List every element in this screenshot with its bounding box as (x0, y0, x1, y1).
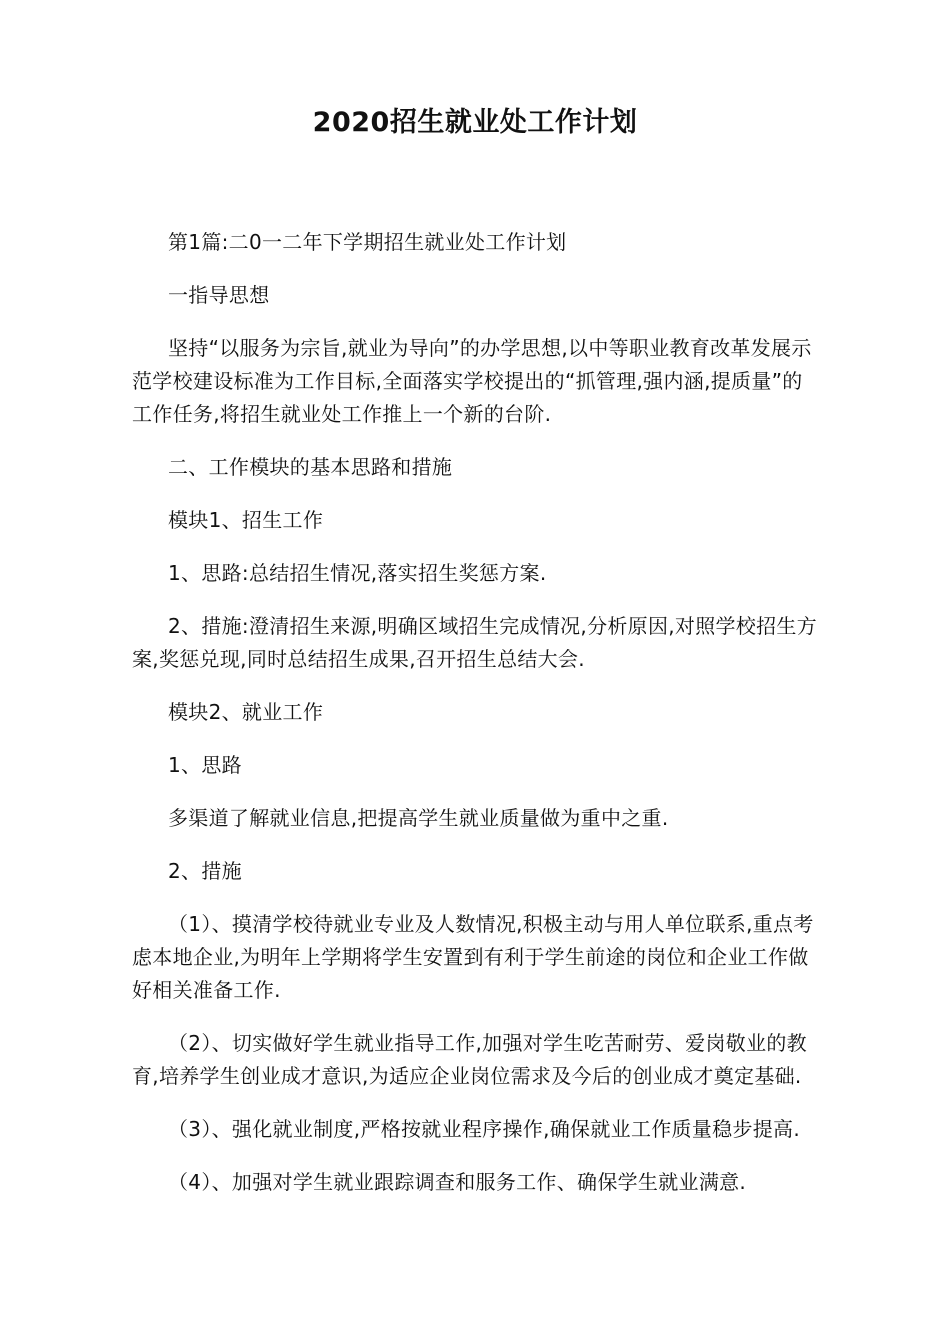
paragraph-module-1-idea: 1、思路:总结招生情况,落实招生奖惩方案. (168, 561, 547, 585)
paragraph-module-1-heading: 模块1、招生工作 (168, 508, 324, 532)
paragraph-guiding-thought-heading: 一指导思想 (168, 283, 270, 307)
document-title: 2020招生就业处工作计划 (312, 107, 638, 138)
paragraph-section-heading: 第1篇:二0一二年下学期招生就业处工作计划 (168, 230, 567, 254)
paragraph-measure-1: （1）、摸清学校待就业专业及人数情况,积极主动与用人单位联系,重点考虑本地企业,为明年上学期将学生安置到有利于学生前途的岗位和企业工作做好相关准备工作. (132, 912, 814, 1002)
paragraph-module-2-idea: 多渠道了解就业信息,把提高学生就业质量做为重中之重. (168, 806, 669, 830)
paragraph-measure-3: （3）、强化就业制度,严格按就业程序操作,确保就业工作质量稳步提高. (168, 1117, 800, 1141)
paragraph-guiding-thought: 坚持“以服务为宗旨,就业为导向”的办学思想,以中等职业教育改革发展示范学校建设标准为工作目标,全面落实学校提出的“抓管理,强内涵,提质量”的工作任务,将招生就业处工作推上一个新的台阶. (132, 336, 812, 426)
paragraph-modules-heading: 二、工作模块的基本思路和措施 (168, 455, 453, 479)
document-body (132, 226, 822, 1219)
paragraph-module-2-measures-heading: 2、措施 (168, 859, 242, 883)
paragraph-measure-4: （4）、加强对学生就业跟踪调查和服务工作、确保学生就业满意. (168, 1170, 747, 1194)
paragraph-module-2-idea-heading: 1、思路 (168, 753, 242, 777)
paragraph-module-1-measures: 2、措施:澄清招生来源,明确区域招生完成情况,分析原因,对照学校招生方案,奖惩兑现,同时总结招生成果,召开招生总结大会. (132, 614, 818, 671)
paragraph-measure-2: （2）、切实做好学生就业指导工作,加强对学生吃苦耐劳、爱岗敬业的教育,培养学生创业成才意识,为适应企业岗位需求及今后的创业成才奠定基础. (132, 1031, 807, 1088)
paragraph-module-2-heading: 模块2、就业工作 (168, 700, 324, 724)
